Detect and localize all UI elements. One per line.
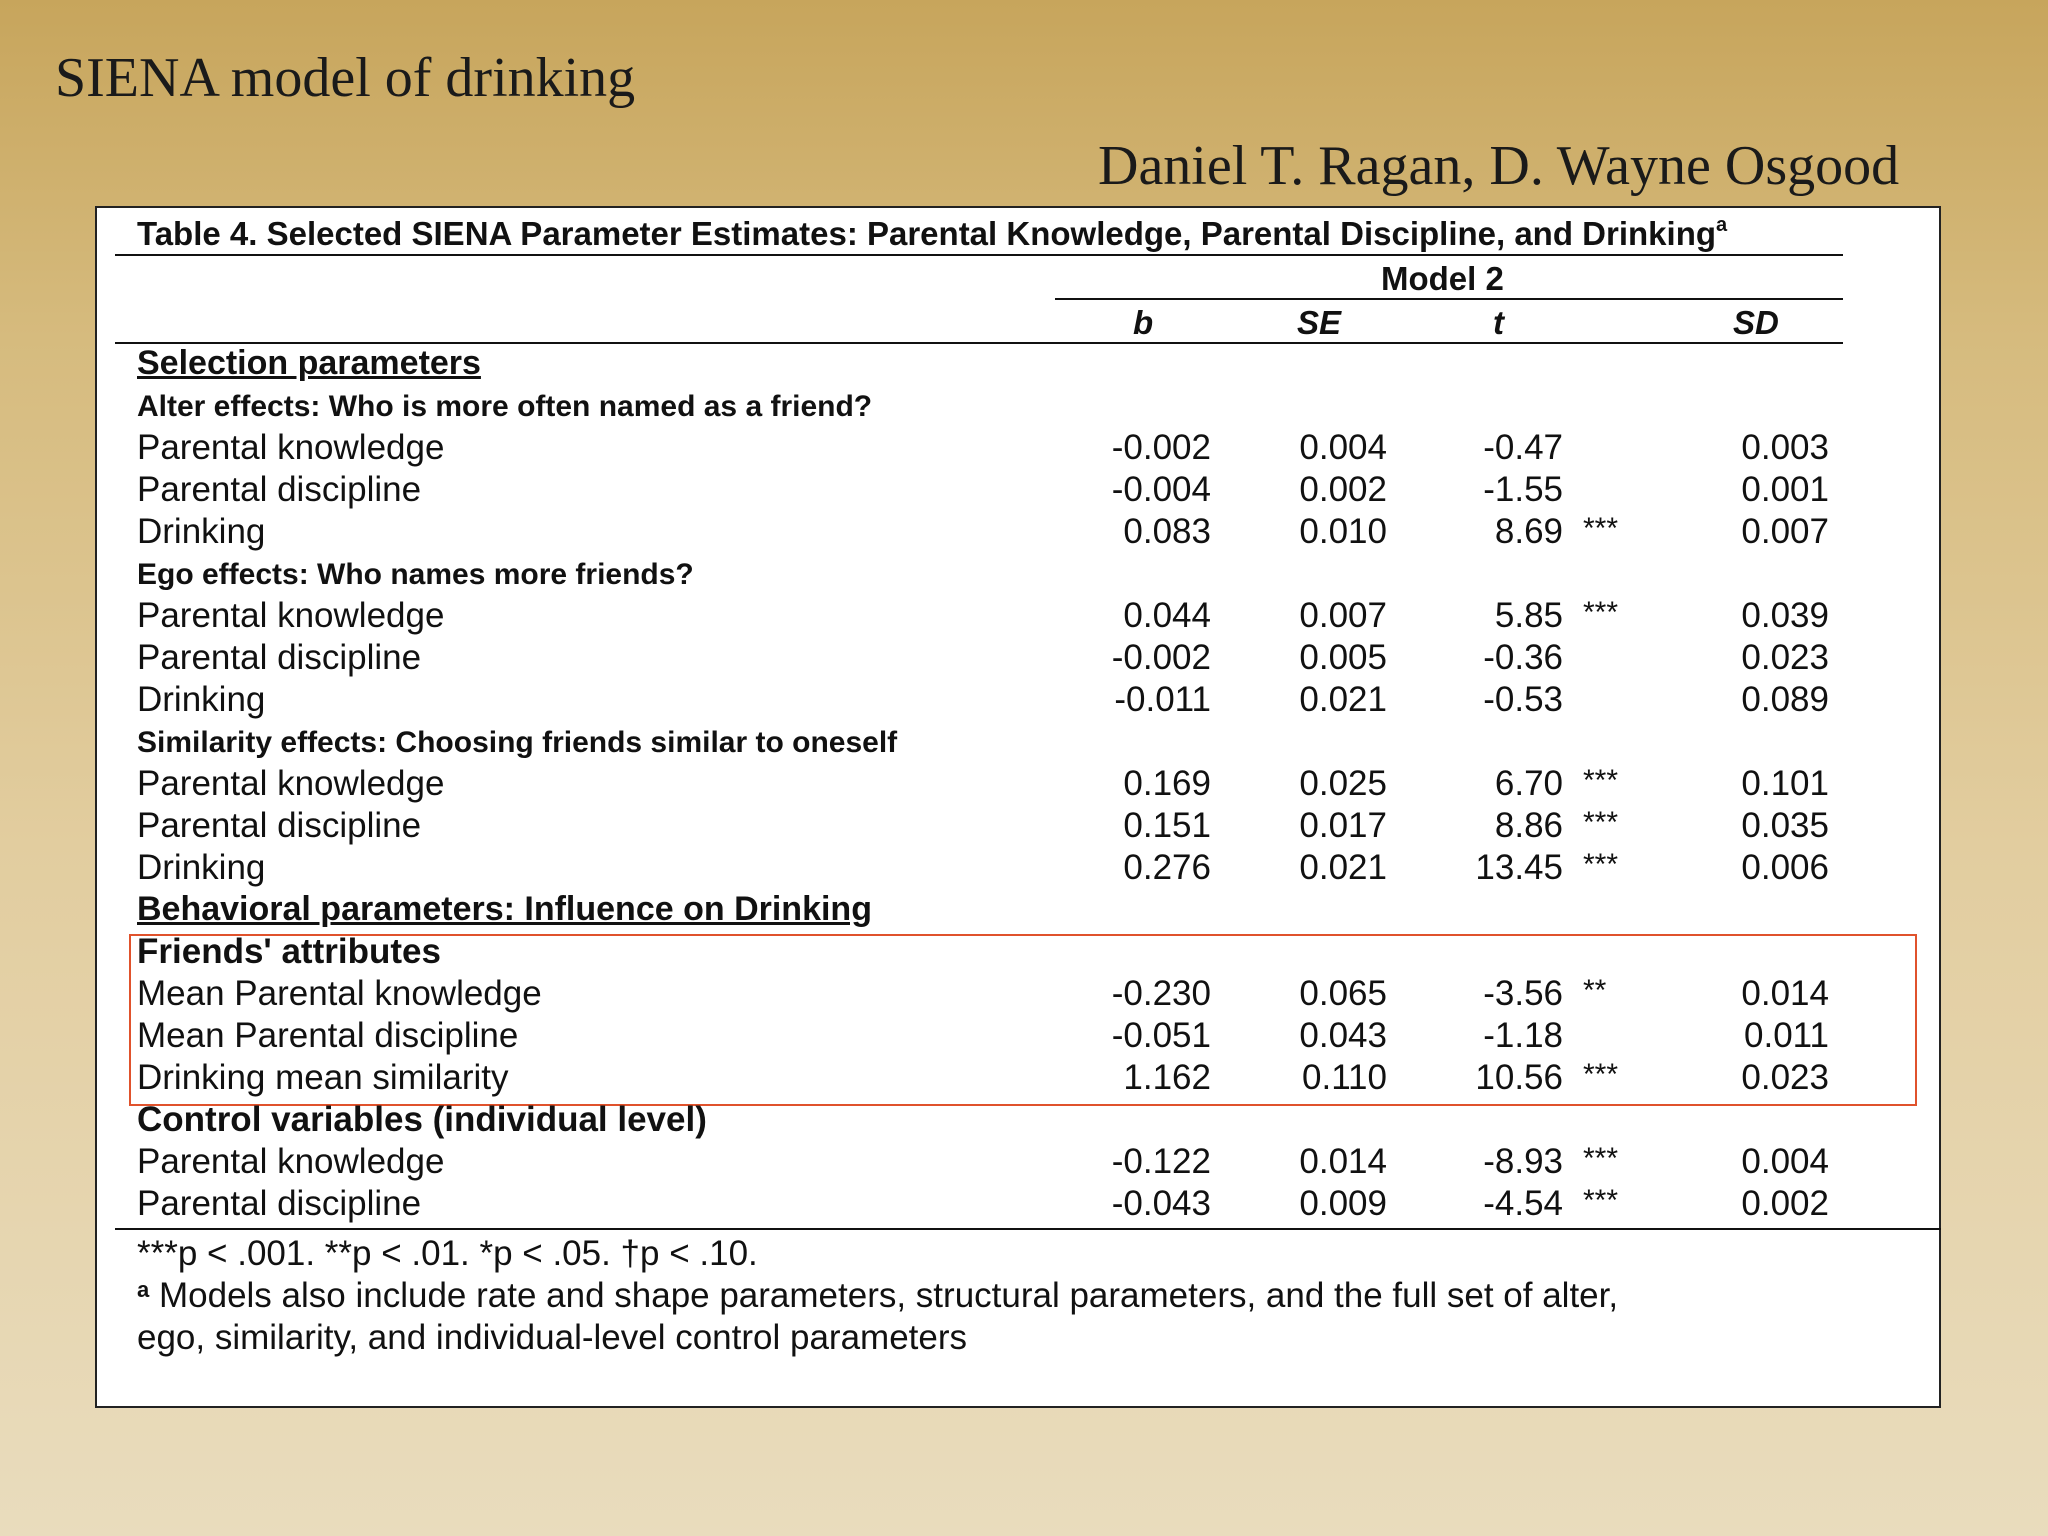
subsection-label: Similarity effects: Choosing friends similar to oneself bbox=[137, 726, 898, 759]
table-title-text: Table 4. Selected SIENA Parameter Estimates: Parental Knowledge, Parental Discipline, and Drinking bbox=[137, 215, 1717, 252]
cell-b: -0.043 bbox=[1111, 1184, 1211, 1223]
cell-t: -0.47 bbox=[1483, 428, 1563, 467]
note-marker: a bbox=[137, 1277, 150, 1302]
cell-t: -1.18 bbox=[1483, 1016, 1563, 1055]
cell-sd: 0.003 bbox=[1741, 428, 1829, 467]
cell-se: 0.021 bbox=[1299, 848, 1387, 887]
table-row bbox=[97, 974, 1939, 1016]
cell-t: -0.53 bbox=[1483, 680, 1563, 719]
cell-sd: 0.101 bbox=[1741, 764, 1829, 803]
section-row-selection bbox=[97, 344, 1939, 386]
cell-t: 8.86 bbox=[1494, 806, 1563, 845]
cell-sd: 0.089 bbox=[1741, 680, 1829, 719]
cell-significance: ** bbox=[1583, 974, 1607, 1007]
cell-se: 0.014 bbox=[1299, 1142, 1387, 1181]
cell-se: 0.009 bbox=[1299, 1184, 1387, 1223]
column-header-se: SE bbox=[1297, 304, 1342, 341]
table-row bbox=[97, 596, 1939, 638]
section-row-behavioral bbox=[97, 890, 1939, 932]
subsection-label: Alter effects: Who is more often named as a friend? bbox=[137, 390, 873, 423]
cell-se: 0.110 bbox=[1302, 1058, 1387, 1097]
results-table bbox=[95, 206, 1941, 1408]
cell-sd: 0.001 bbox=[1741, 470, 1829, 509]
cell-b: 0.169 bbox=[1123, 764, 1211, 803]
subsection-row-ego bbox=[97, 554, 1939, 596]
cell-sd: 0.007 bbox=[1741, 512, 1829, 551]
subsection-row-friends bbox=[97, 932, 1939, 974]
table-title-superscript: a bbox=[1716, 214, 1728, 236]
cell-se: 0.065 bbox=[1299, 974, 1387, 1013]
cell-se: 0.017 bbox=[1299, 806, 1387, 845]
cell-b: -0.002 bbox=[1111, 638, 1211, 677]
cell-significance: *** bbox=[1583, 764, 1619, 797]
cell-b: 0.044 bbox=[1123, 596, 1211, 635]
row-label: Parental discipline bbox=[137, 638, 422, 677]
column-header-t: t bbox=[1493, 304, 1504, 341]
cell-b: -0.011 bbox=[1114, 680, 1211, 719]
cell-b: -0.051 bbox=[1111, 1016, 1211, 1055]
table-row bbox=[97, 806, 1939, 848]
row-label: Drinking mean similarity bbox=[137, 1058, 509, 1097]
cell-sd: 0.006 bbox=[1741, 848, 1829, 887]
slide-title: SIENA model of drinking bbox=[55, 47, 636, 109]
cell-t: -3.56 bbox=[1483, 974, 1563, 1013]
column-header-b: b bbox=[1133, 304, 1154, 341]
title-rule bbox=[115, 254, 1843, 256]
row-label: Parental discipline bbox=[137, 806, 422, 845]
table-row bbox=[97, 1058, 1939, 1100]
table-row bbox=[97, 512, 1939, 554]
subsection-label: Control variables (individual level) bbox=[137, 1100, 707, 1139]
subsection-label: Friends' attributes bbox=[137, 932, 441, 971]
row-label: Parental discipline bbox=[137, 470, 422, 509]
table-row bbox=[97, 638, 1939, 680]
cell-sd: 0.023 bbox=[1741, 638, 1829, 677]
cell-sd: 0.035 bbox=[1741, 806, 1829, 845]
cell-b: 1.162 bbox=[1123, 1058, 1211, 1097]
row-label: Parental discipline bbox=[137, 1184, 422, 1223]
cell-significance: *** bbox=[1583, 596, 1619, 629]
cell-t: 5.85 bbox=[1494, 596, 1563, 635]
cell-se: 0.043 bbox=[1299, 1016, 1387, 1055]
subsection-row-alter bbox=[97, 386, 1939, 428]
row-label: Drinking bbox=[137, 680, 266, 719]
slide-authors: Daniel T. Ragan, D. Wayne Osgood bbox=[1098, 135, 1900, 197]
section-label: Behavioral parameters: Influence on Drinking bbox=[137, 890, 872, 928]
cell-b: -0.004 bbox=[1111, 470, 1211, 509]
note-line-1: Models also include rate and shape parameters, structural parameters, and the full set of alter, bbox=[158, 1276, 1619, 1315]
subsection-label: Ego effects: Who names more friends? bbox=[137, 558, 694, 591]
cell-sd: 0.023 bbox=[1741, 1058, 1829, 1097]
row-label: Drinking bbox=[137, 848, 266, 887]
cell-b: 0.151 bbox=[1123, 806, 1211, 845]
cell-significance: *** bbox=[1583, 512, 1619, 545]
cell-t: 6.70 bbox=[1494, 764, 1563, 803]
cell-t: 10.56 bbox=[1475, 1058, 1563, 1097]
cell-se: 0.002 bbox=[1299, 470, 1387, 509]
cell-significance: *** bbox=[1583, 848, 1619, 881]
row-label: Mean Parental discipline bbox=[137, 1016, 519, 1055]
cell-sd: 0.011 bbox=[1744, 1016, 1829, 1055]
table-title bbox=[137, 214, 1727, 253]
cell-b: 0.083 bbox=[1123, 512, 1211, 551]
subsection-row-similarity bbox=[97, 722, 1939, 764]
row-label: Parental knowledge bbox=[137, 1142, 445, 1181]
cell-sd: 0.002 bbox=[1741, 1184, 1829, 1223]
table-row bbox=[97, 470, 1939, 512]
cell-se: 0.025 bbox=[1299, 764, 1387, 803]
subsection-row-control bbox=[97, 1100, 1939, 1142]
cell-sd: 0.014 bbox=[1741, 974, 1829, 1013]
row-label: Mean Parental knowledge bbox=[137, 974, 542, 1013]
cell-significance: *** bbox=[1583, 1184, 1619, 1217]
cell-b: -0.122 bbox=[1111, 1142, 1211, 1181]
table-row bbox=[97, 428, 1939, 470]
model-header: Model 2 bbox=[1381, 260, 1504, 297]
table-row bbox=[97, 1184, 1939, 1226]
row-label: Parental knowledge bbox=[137, 764, 445, 803]
cell-se: 0.005 bbox=[1299, 638, 1387, 677]
cell-se: 0.010 bbox=[1299, 512, 1387, 551]
cell-t: -0.36 bbox=[1483, 638, 1563, 677]
table-row bbox=[97, 1016, 1939, 1058]
cell-b: -0.230 bbox=[1111, 974, 1211, 1013]
cell-sd: 0.004 bbox=[1741, 1142, 1829, 1181]
row-label: Parental knowledge bbox=[137, 428, 445, 467]
cell-se: 0.007 bbox=[1299, 596, 1387, 635]
cell-significance: *** bbox=[1583, 1142, 1619, 1175]
cell-b: -0.002 bbox=[1111, 428, 1211, 467]
model-note bbox=[137, 1276, 1618, 1316]
cell-significance: *** bbox=[1583, 806, 1619, 839]
cell-se: 0.021 bbox=[1299, 680, 1387, 719]
table-row bbox=[97, 680, 1939, 722]
cell-t: 13.45 bbox=[1475, 848, 1563, 887]
cell-t: -4.54 bbox=[1483, 1184, 1563, 1223]
row-label: Parental knowledge bbox=[137, 596, 445, 635]
cell-significance: *** bbox=[1583, 1058, 1619, 1091]
cell-sd: 0.039 bbox=[1741, 596, 1829, 635]
row-label: Drinking bbox=[137, 512, 266, 551]
cell-se: 0.004 bbox=[1299, 428, 1387, 467]
cell-t: -8.93 bbox=[1483, 1142, 1563, 1181]
footer-rule bbox=[115, 1228, 1941, 1230]
table-row bbox=[97, 1142, 1939, 1184]
cell-b: 0.276 bbox=[1123, 848, 1211, 887]
model-rule bbox=[1055, 298, 1843, 300]
section-label: Selection parameters bbox=[137, 344, 481, 382]
cell-t: 8.69 bbox=[1494, 512, 1563, 551]
note-line-2: ego, similarity, and individual-level control parameters bbox=[137, 1318, 968, 1357]
table-row bbox=[97, 848, 1939, 890]
cell-t: -1.55 bbox=[1483, 470, 1563, 509]
table-row bbox=[97, 764, 1939, 806]
column-header-sd: SD bbox=[1733, 304, 1779, 341]
significance-note: ***p < .001. **p < .01. *p < .05. †p < .10. bbox=[137, 1234, 758, 1273]
